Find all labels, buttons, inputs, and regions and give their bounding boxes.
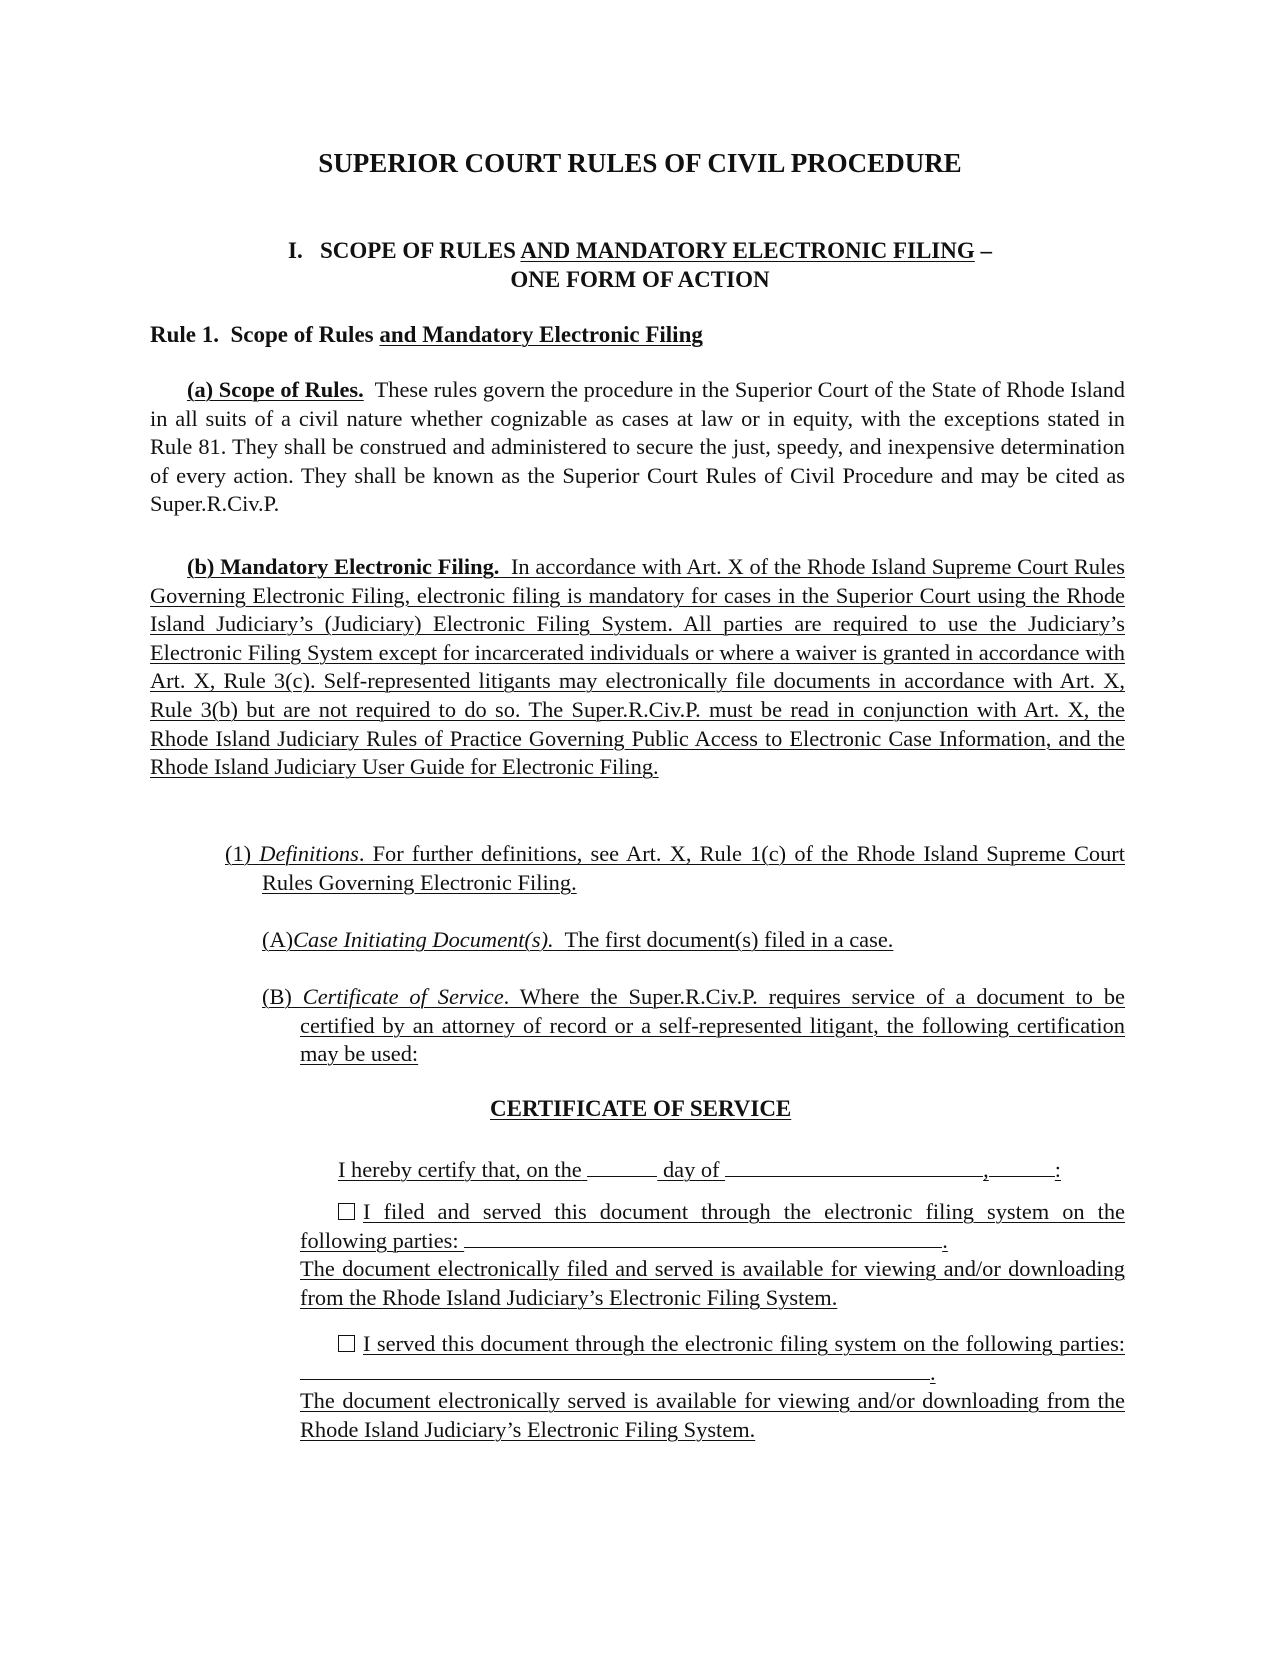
rule-heading bbox=[150, 322, 703, 348]
section-title-part1: SCOPE OF RULES bbox=[319, 238, 516, 263]
section-number: I. bbox=[288, 238, 303, 263]
certificate-line-start: I hereby certify that, on the bbox=[338, 1157, 582, 1182]
option-1-period: . bbox=[942, 1227, 948, 1253]
definition-1-term: Definitions bbox=[259, 841, 359, 866]
definition-1-number: (1) bbox=[225, 841, 252, 866]
certificate-colon: : bbox=[1054, 1157, 1061, 1182]
paragraph-a-text: These rules govern the procedure in the Superior Court of the State of Rhode Island in all suits of a civil nature whether cognizable as cases at law or in equity, with the exceptions stated in Rule 81. They shall be construed and administered to secure the just, speedy, and inexpensive determination of every action. They shall be known as the Superior Court Rules of Civil Procedure and may be cited as Super.R.Civ.P. bbox=[150, 377, 1125, 517]
section-title-line2: ONE FORM OF ACTION bbox=[510, 267, 770, 292]
definition-b-term: Certificate of Service bbox=[302, 984, 504, 1009]
rule-title: Scope of Rules bbox=[230, 322, 374, 347]
option-1-text: I filed and served this document through the electronic filing system on the following parties: bbox=[300, 1199, 1125, 1253]
paragraph-b-text: In accordance with Art. X of the Rhode Island Supreme Court Rules Governing Electronic Filing, electronic filing is mandatory for cases in the Superior Court using the Rhode Island Judiciary’s (Judiciary) Electronic Filing System. All parties are required to use the Judiciary’s Electronic Filing System except for incarcerated individuals or where a waiver is granted in accordance with Art. X, Rule 3(c). Self-represented litigants may electronically file documents in accordance with Art. X, Rule 3(b) but are not required to do so. The Super.R.Civ.P. must be read in conjunction with Art. X, the Rhode Island Judiciary Rules of Practice Governing Public Access to Electronic Case Information, and the Rhode Island Judiciary User Guide for Electronic Filing. bbox=[150, 554, 1125, 780]
definition-b-number: (B) bbox=[262, 984, 292, 1009]
definition-a bbox=[262, 926, 1125, 955]
definition-a-term: Case Initiating Document(s). bbox=[293, 927, 554, 952]
year-blank[interactable] bbox=[989, 1175, 1055, 1177]
definition-a-text: The first document(s) filed in a case. bbox=[564, 927, 894, 952]
certificate-title: CERTIFICATE OF SERVICE bbox=[490, 1096, 792, 1121]
day-blank[interactable] bbox=[587, 1175, 657, 1177]
paragraph-b-heading: (b) Mandatory Electronic Filing. bbox=[187, 554, 500, 579]
option-2-parties-blank[interactable] bbox=[300, 1378, 930, 1380]
rule-title-added: and Mandatory Electronic Filing bbox=[379, 322, 703, 347]
option-2-text: I served this document through the electronic filing system on the following parties: bbox=[363, 1331, 1125, 1356]
month-blank[interactable] bbox=[725, 1175, 983, 1177]
document-title: SUPERIOR COURT RULES OF CIVIL PROCEDURE bbox=[318, 148, 962, 178]
checkbox-served[interactable] bbox=[338, 1335, 355, 1352]
option-2-period: . bbox=[930, 1359, 936, 1385]
checkbox-filed-served[interactable] bbox=[338, 1203, 355, 1220]
definition-a-number: (A) bbox=[262, 927, 294, 952]
definition-1 bbox=[225, 840, 1125, 897]
certificate-date-line bbox=[338, 1156, 1125, 1185]
certificate-option-served bbox=[300, 1330, 1125, 1444]
definition-1-text: . For further definitions, see Art. X, Rule 1(c) of the Rhode Island Supreme Court Rules Governing Electronic Filing. bbox=[262, 841, 1125, 895]
section-heading bbox=[0, 236, 1280, 294]
option-1-parties-blank[interactable] bbox=[464, 1246, 942, 1248]
paragraph-a-heading: (a) Scope of Rules. bbox=[187, 377, 364, 402]
option-2-note: The document electronically served is available for viewing and/or downloading from the Rhode Island Judiciary’s Electronic Filing System. bbox=[300, 1388, 1125, 1442]
certificate-comma: , bbox=[983, 1157, 989, 1182]
section-title-added: AND MANDATORY ELECTRONIC FILING bbox=[520, 238, 975, 263]
paragraph-b bbox=[150, 553, 1125, 782]
definition-b-text: . Where the Super.R.Civ.P. requires service of a document to be certified by an attorney of record or a self-represented litigant, the following certification may be used: bbox=[300, 984, 1125, 1067]
section-dash: – bbox=[980, 238, 992, 263]
paragraph-a bbox=[150, 376, 1125, 519]
option-1-note: The document electronically filed and served is available for viewing and/or downloading from the Rhode Island Judiciary’s Electronic Filing System. bbox=[300, 1256, 1125, 1310]
rule-label: Rule 1. bbox=[150, 322, 219, 347]
certificate-option-filed-served bbox=[300, 1198, 1125, 1312]
definition-b bbox=[262, 983, 1125, 1069]
certificate-line-mid: day of bbox=[662, 1157, 720, 1182]
